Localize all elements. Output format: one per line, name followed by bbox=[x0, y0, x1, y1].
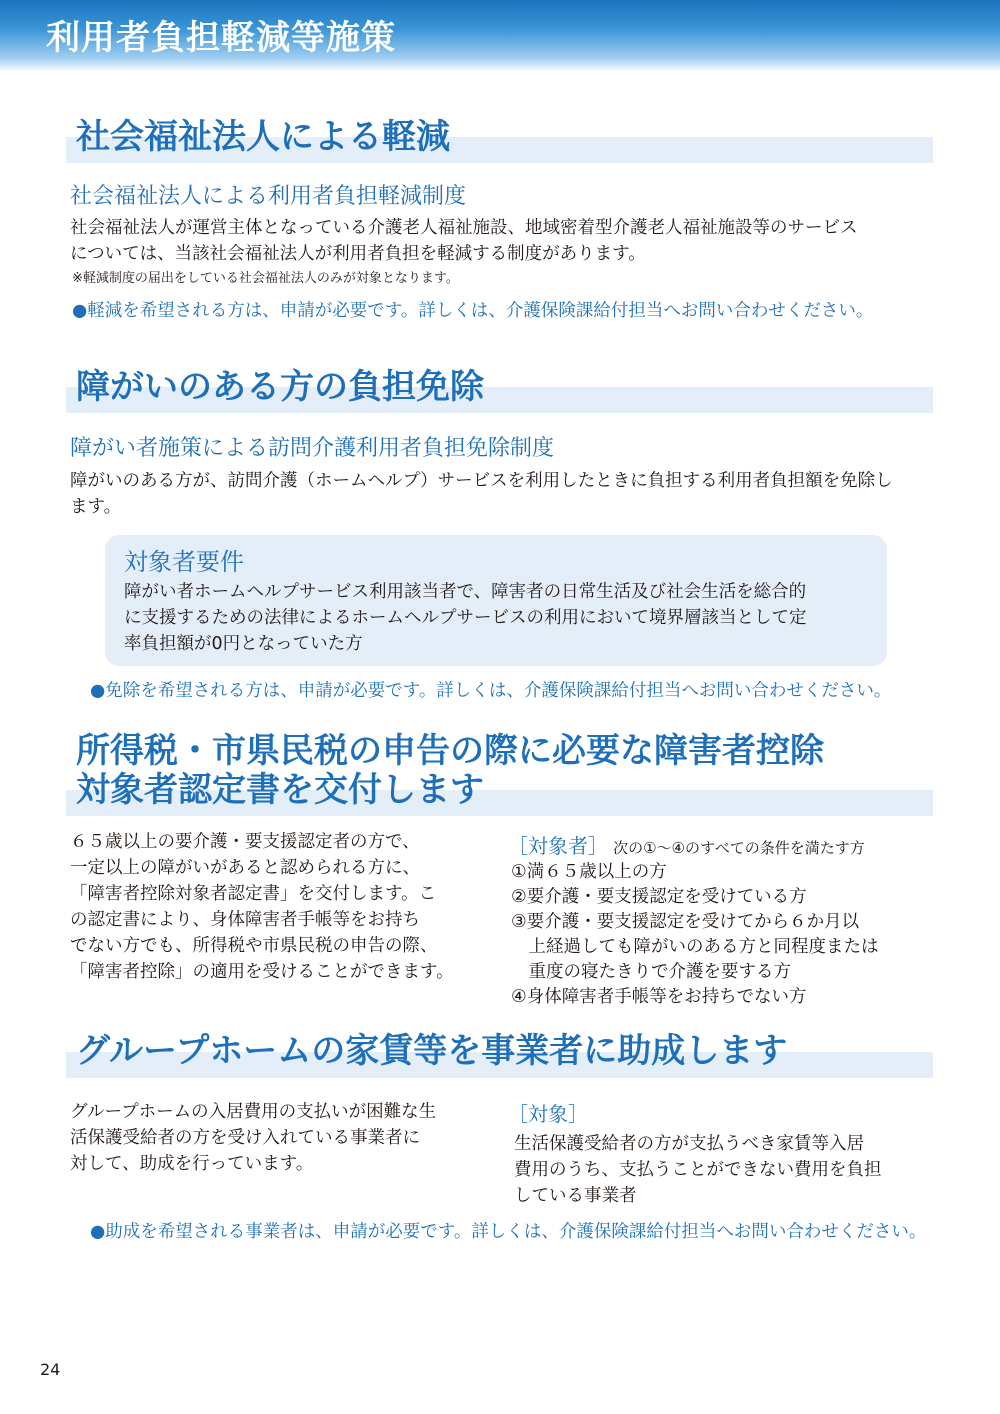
section-1-body bbox=[70, 215, 858, 267]
section-2-subtitle: 障がい者施策による訪問介護利用者負担免除制度 bbox=[70, 436, 555, 461]
section-3-body bbox=[70, 829, 454, 985]
conditions-header bbox=[508, 830, 865, 859]
section-3-title-line-1: 所得税・市県民税の申告の際に必要な障害者控除 bbox=[76, 731, 824, 771]
condition-item: 上経過しても障がいのある方と同程度または bbox=[511, 937, 879, 957]
section-1-note: ※軽減制度の届出をしている社会福祉法人のみが対象となります。 bbox=[72, 271, 459, 286]
section-4-body bbox=[70, 1099, 436, 1177]
requirement-line: 障がい者ホームヘルプサービス利用該当者で、障害者の日常生活及び社会生活を総合的 bbox=[124, 582, 807, 602]
section-2-body-line: ます。 bbox=[70, 497, 122, 517]
target-line: している事業者 bbox=[514, 1186, 637, 1206]
page-number: 24 bbox=[40, 1360, 61, 1379]
requirement-title: 対象者要件 bbox=[124, 548, 244, 576]
condition-item: ④身体障害者手帳等をお持ちでない方 bbox=[511, 987, 807, 1007]
section-3-body-line: でない方でも、所得税や市県民税の申告の際、 bbox=[70, 936, 438, 956]
requirement-body bbox=[124, 579, 807, 657]
section-4-body-line: 活保護受給者の方を受け入れている事業者に bbox=[70, 1128, 420, 1148]
condition-item: 重度の寝たきりで介護を要する方 bbox=[511, 962, 791, 982]
section-3-body-line: 「障害者控除対象者認定書」を交付します。こ bbox=[70, 884, 437, 904]
section-2-title: 障がいのある方の負担免除 bbox=[76, 367, 484, 407]
condition-item: ③要介護・要支援認定を受けてから６か月以 bbox=[511, 912, 860, 932]
section-1-body-line: 社会福祉法人が運営主体となっている介護老人福祉施設、地域密着型介護老人福祉施設等のサービス bbox=[70, 218, 858, 238]
target-line: 生活保護受給者の方が支払うべき家賃等入居 bbox=[514, 1134, 864, 1154]
section-3-body-line: 一定以上の障がいがあると認められる方に、 bbox=[70, 858, 420, 878]
section-1-title: 社会福祉法人による軽減 bbox=[76, 117, 450, 157]
conditions-heading: ［対象者］ bbox=[508, 834, 608, 858]
page-header-title: 利用者負担軽減等施策 bbox=[46, 18, 396, 58]
section-3-body-line: の認定書により、身体障害者手帳等をお持ち bbox=[70, 910, 420, 930]
section-1-notice: ●軽減を希望される方は、申請が必要です。詳しくは、介護保険課給付担当へお問い合わせください。 bbox=[72, 301, 874, 321]
conditions-list bbox=[511, 860, 879, 1010]
section-1-body-line: については、当該社会福祉法人が利用者負担を軽減する制度があります。 bbox=[70, 244, 646, 264]
section-4-notice: ●助成を希望される事業者は、申請が必要です。詳しくは、介護保険課給付担当へお問い合わせください。 bbox=[90, 1222, 927, 1242]
requirement-line: 率負担額が0円となっていた方 bbox=[124, 634, 363, 654]
section-4-title: グループホームの家賃等を事業者に助成します bbox=[76, 1031, 788, 1071]
section-3-body-line: 「障害者控除」の適用を受けることができます。 bbox=[70, 962, 454, 982]
section-2-notice: ●免除を希望される方は、申請が必要です。詳しくは、介護保険課給付担当へお問い合わせください。 bbox=[90, 681, 892, 701]
section-3-body-line: ６５歳以上の要介護・要支援認定者の方で、 bbox=[70, 832, 420, 852]
section-2-body bbox=[70, 468, 893, 520]
section-4-body-line: 対して、助成を行っています。 bbox=[70, 1154, 314, 1174]
requirement-line: に支援するための法律によるホームヘルプサービスの利用において境界層該当として定 bbox=[124, 608, 807, 628]
section-1-subtitle: 社会福祉法人による利用者負担軽減制度 bbox=[70, 184, 467, 209]
target-line: 費用のうち、支払うことができない費用を負担 bbox=[514, 1160, 882, 1180]
target-body bbox=[514, 1131, 882, 1209]
condition-item: ②要介護・要支援認定を受けている方 bbox=[511, 887, 807, 907]
condition-item: ①満６５歳以上の方 bbox=[511, 862, 667, 882]
section-2-body-line: 障がいのある方が、訪問介護（ホームヘルプ）サービスを利用したときに負担する利用者負担額を免除し bbox=[70, 471, 893, 491]
section-3-title-line-2: 対象者認定書を交付します bbox=[76, 770, 484, 810]
conditions-note: 次の①～④のすべての条件を満たす方 bbox=[613, 839, 865, 857]
section-4-body-line: グループホームの入居費用の支払いが困難な生 bbox=[70, 1102, 437, 1122]
target-heading: ［対象］ bbox=[508, 1102, 588, 1126]
